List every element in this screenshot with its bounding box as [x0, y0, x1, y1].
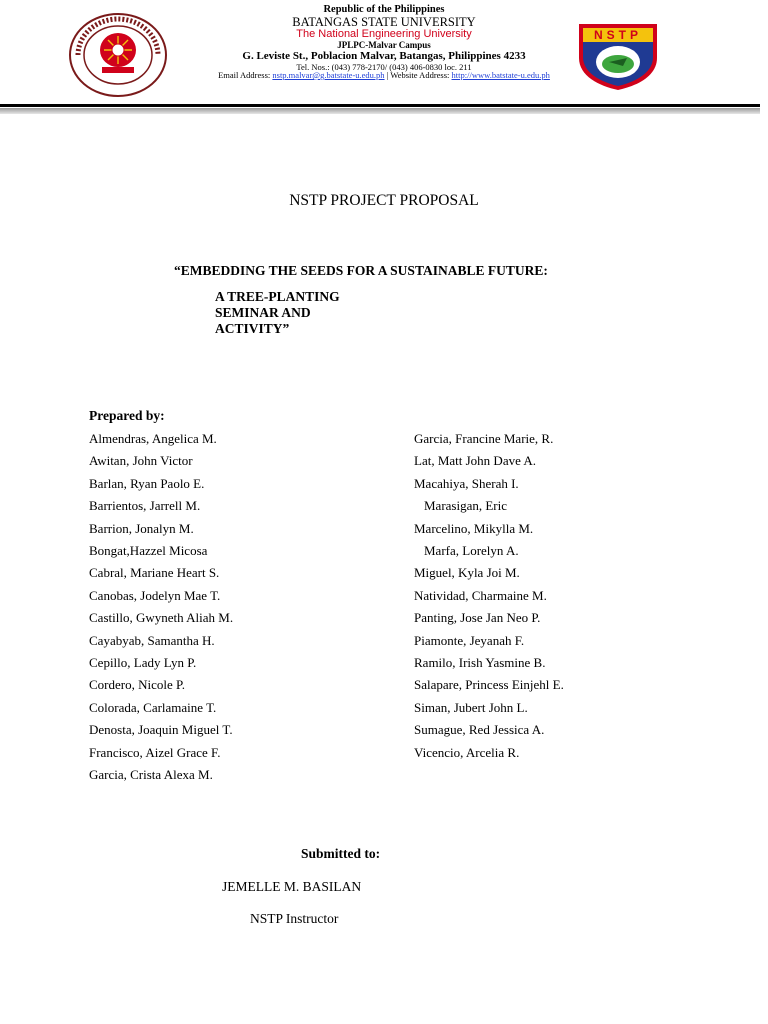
project-title-line3: SEMINAR AND	[215, 305, 311, 320]
prepared-by-label: Prepared by:	[89, 408, 165, 423]
list-item: Awitan, John Victor	[89, 453, 193, 469]
header-campus: JPLPC-Malvar Campus	[337, 40, 431, 50]
header-divider-shadow	[0, 108, 760, 114]
header-contact-line	[0, 70, 768, 80]
website-link[interactable]: http://www.batstate-u.edu.ph	[451, 70, 550, 80]
email-link[interactable]: nstp.malvar@g.batstate-u.edu.ph	[272, 70, 385, 80]
project-title-line1: “EMBEDDING THE SEEDS FOR A SUSTAINABLE FUTURE:	[174, 263, 548, 278]
list-item: Almendras, Angelica M.	[89, 431, 217, 446]
list-item: Barrion, Jonalyn M.	[89, 520, 194, 536]
header-tagline: The National Engineering University	[296, 28, 472, 40]
document-title: NSTP PROJECT PROPOSAL	[289, 192, 479, 209]
email-label: Email Address:	[218, 70, 273, 80]
list-item: Marfa, Lorelyn A.	[424, 543, 519, 559]
names-column-right	[414, 428, 564, 764]
list-item: Cordero, Nicole P.	[89, 677, 186, 693]
list-item: Barlan, Ryan Paolo E.	[89, 475, 205, 491]
project-title-continued	[215, 289, 340, 337]
project-title-line2: A TREE-PLANTING	[215, 289, 340, 304]
list-item: Salapare, Princess Einjehl E.	[414, 677, 564, 693]
list-item: Ramilo, Irish Yasmine B.	[414, 655, 546, 671]
list-item: Vicencio, Arcelia R.	[414, 744, 520, 760]
list-item: Bongat,Hazzel Micosa	[89, 543, 208, 559]
list-item: Marcelino, Mikylla M.	[414, 520, 534, 536]
list-item: Cayabyab, Samantha H.	[89, 632, 215, 648]
list-item: Garcia, Crista Alexa M.	[89, 767, 213, 783]
list-item: Cepillo, Lady Lyn P.	[89, 655, 197, 671]
list-item: Canobas, Jodelyn Mae T.	[89, 587, 221, 603]
list-item: Sumague, Red Jessica A.	[414, 722, 545, 738]
list-item: Natividad, Charmaine M.	[414, 587, 547, 603]
header-republic: Republic of the Philippines	[323, 4, 445, 15]
list-item: Colorada, Carlamaine T.	[89, 699, 217, 715]
list-item: Barrientos, Jarrell M.	[89, 498, 201, 514]
list-item: Castillo, Gwyneth Aliah M.	[89, 610, 234, 626]
list-item: Francisco, Aizel Grace F.	[89, 744, 221, 760]
list-item: Garcia, Francine Marie, R.	[414, 431, 554, 446]
header-divider	[0, 104, 760, 107]
list-item: Piamonte, Jeyanah F.	[414, 632, 525, 648]
header-telephone: Tel. Nos.: (043) 778-2170/ (043) 406-0830 loc. 211	[296, 62, 472, 72]
instructor-title: NSTP Instructor	[250, 911, 339, 926]
names-column-left	[89, 428, 233, 787]
header-university: BATANGAS STATE UNIVERSITY	[292, 15, 476, 29]
svg-text:NSTP: NSTP	[593, 28, 643, 42]
list-item: Macahiya, Sherah I.	[414, 475, 519, 491]
list-item: Panting, Jose Jan Neo P.	[414, 610, 541, 626]
header-address: G. Leviste St., Poblacion Malvar, Batangas, Philippines 4233	[242, 50, 526, 62]
submitted-to-label: Submitted to:	[301, 846, 381, 861]
list-item: Lat, Matt John Dave A.	[414, 453, 537, 469]
list-item: Denosta, Joaquin Miguel T.	[89, 722, 233, 738]
list-item: Miguel, Kyla Joi M.	[414, 565, 520, 581]
instructor-name: JEMELLE M. BASILAN	[222, 879, 362, 894]
project-title-line4: ACTIVITY”	[215, 321, 290, 336]
list-item: Siman, Jubert John L.	[414, 699, 528, 715]
website-label: | Website Address:	[384, 70, 452, 80]
list-item: Cabral, Mariane Heart S.	[89, 565, 220, 581]
list-item: Marasigan, Eric	[424, 498, 508, 514]
